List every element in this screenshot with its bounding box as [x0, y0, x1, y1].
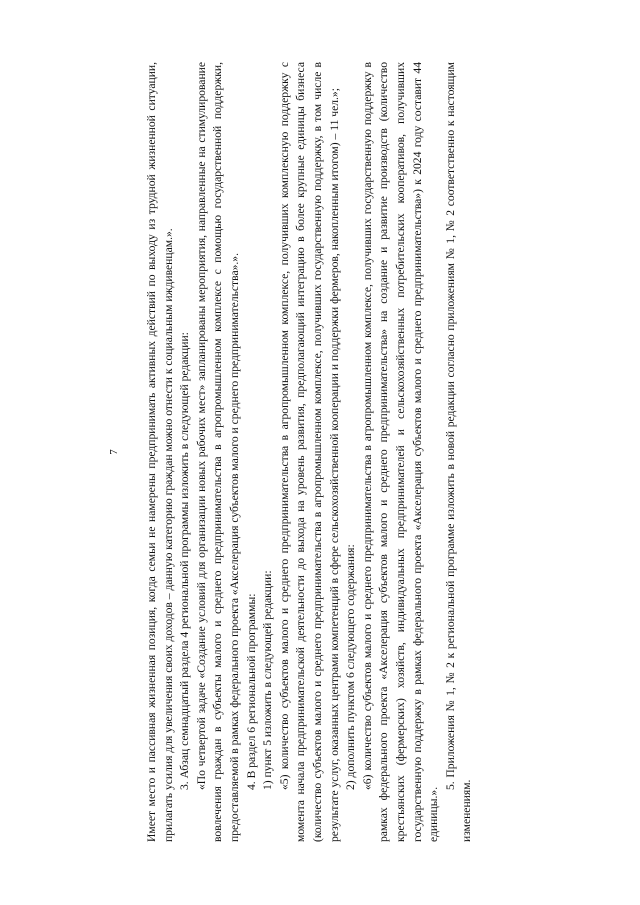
rotated-content — [100, 62, 540, 842]
document-body — [144, 62, 476, 842]
paragraph-8: «6) количество субъектов малого и среднего предпринимательства в агропромышленном комплексе, получивших государственную поддержку в рамках федерального проекта «Акселерация субъектов малого и среднего предпринимательства» на создание и развитие производств (количество крестьянских (фермерских) хозяйств, индивидуальных предпринимателей и сельскохозяйственных потребительских кооперативов, получивших государственную поддержку в рамках федерального проекта «Акселерация субъектов малого и среднего предпринимательства») к 2024 году составит 44 единицы.». — [360, 62, 441, 842]
paragraph-7: 2) дополнить пунктом 6 следующего содержания: — [344, 544, 358, 790]
paragraph-4: 4. В раздел 6 региональной программы: — [244, 593, 258, 790]
paragraph-3: «По четвертой задаче «Создание условий для организации новых рабочих мест» запланированы мероприятия, направленные на стимулирование вовлечения граждан в субъекты малого и среднего предпринимательства в агропромышленном комплексе с помощью государственной поддержки, предоставляемой в рамках федерального проекта «Акселерация субъектов малого и среднего предпринимательства».». — [194, 62, 241, 842]
paragraph-6: «5) количество субъектов малого и среднего предпринимательства в агропромышленном комплексе, получивших комплексную поддержку с момента начала предпринимательской деятельности до выхода на уровень развития, предполагающий интеграцию в более крупные единицы бизнеса (количество субъектов малого и среднего предпринимательства в агропромышленном комплексе, получивших государственную поддержку, в том числе в результате услуг, оказанных центрами компетенций в сфере сельскохозяйственной кооперации и поддержки фермеров, накопленным итогом) – 11 чел.»; — [277, 62, 341, 842]
paragraph-2: 3. Абзац семнадцатый раздела 4 региональной программы изложить в следующей редакции: — [178, 332, 192, 790]
paragraph-5: 1) пункт 5 изложить в следующей редакции: — [261, 570, 275, 790]
paragraph-1: Имеет место и пассивная жизненная позиция, когда семьи не намерены предпринимать активных действий по выходу из трудной жизненной ситуации, прилагать усилия для увеличения своих доходов – данную категорию граждан можно отнести к социальным иждивенцам.». — [145, 62, 175, 842]
page-number: 7 — [108, 449, 120, 455]
paragraph-9: 5. Приложения № 1, № 2 к региональной программе изложить в новой редакции согласно приложениям № 1, № 2 соответственно к настоящим изменениям. — [443, 62, 474, 842]
